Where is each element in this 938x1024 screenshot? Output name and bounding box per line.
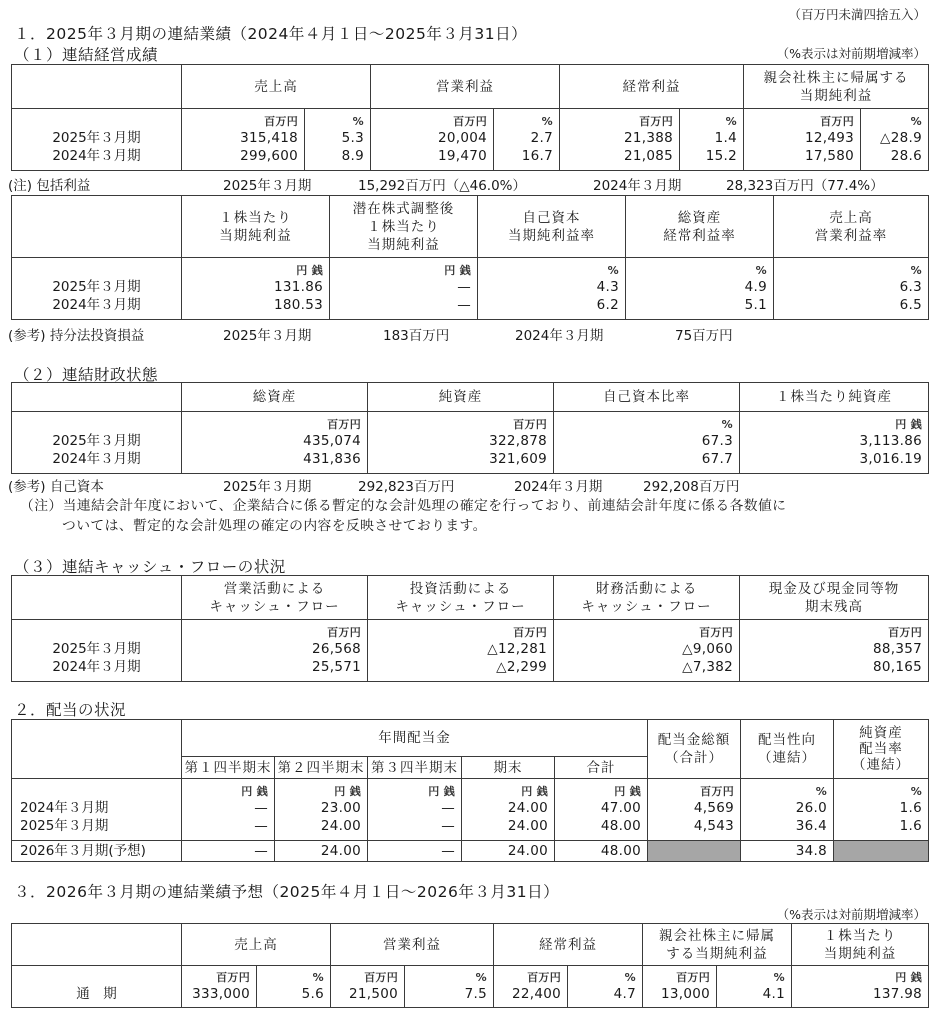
col-eps: １株当たり 当期純利益 — [182, 196, 330, 258]
section2-title: ２．配当の状況 — [14, 701, 127, 719]
corner-cell — [12, 383, 182, 412]
data-rows — [12, 109, 929, 171]
sales-pct-values: % 5.3 8.9 — [305, 109, 371, 171]
sales-values: 百万円 315,418 299,600 — [182, 109, 305, 171]
row-labels: 2025年３月期 2024年３月期 — [12, 620, 182, 682]
row-labels: 2024年３月期 2025年３月期 — [12, 779, 182, 841]
total-dividends-values: 百万円 4,569 4,543 — [648, 779, 741, 841]
col-net-income: 親会社株主に帰属 する当期純利益 — [643, 924, 792, 966]
col-operating-cf: 営業活動による キャッシュ・フロー — [182, 576, 368, 620]
equity-method-cur-period: 2025年３月期 — [223, 328, 312, 344]
col-eps: １株当たり 当期純利益 — [792, 924, 929, 966]
col-cash-end: 現金及び現金同等物 期末残高 — [740, 576, 929, 620]
restatement-note-line2: ついては、暫定的な会計処理の確定の内容を反映させております。 — [62, 518, 487, 534]
grayed-cell — [834, 841, 929, 862]
roe-values: % 4.3 6.2 — [478, 258, 626, 320]
equity-method-cur-value: 183百万円 — [383, 328, 450, 344]
equity-method-prev-value: 75百万円 — [675, 328, 733, 344]
equity-note-prev-value: 292,208百万円 — [643, 479, 740, 495]
col-diluted-eps: 潜在株式調整後 １株当たり 当期純利益 — [330, 196, 478, 258]
col-q1: 第１四半期末 — [182, 757, 275, 779]
comprehensive-cur-period: 2025年３月期 — [223, 178, 312, 194]
cash-flow-table — [11, 575, 929, 682]
per-share-ratios-table — [11, 195, 929, 320]
col-net-income: 親会社株主に帰属する 当期純利益 — [744, 65, 929, 109]
col-margin: 売上高 営業利益率 — [774, 196, 929, 258]
bps-values: 円 銭 3,113.86 3,016.19 — [740, 412, 929, 474]
annual-dividend-header: 年間配当金 — [182, 720, 648, 757]
investing-cf-values: 百万円 △12,281 △2,299 — [368, 620, 554, 682]
pct-note: （%表示は対前期増減率） — [776, 46, 926, 61]
annual-total-values: 円 銭 47.00 48.00 — [555, 779, 648, 841]
q2-values: 円 銭 23.00 24.00 — [275, 779, 368, 841]
forecast-row: 2026年３月期(予想) — 24.00 — 24.00 48.00 34.8 — [12, 841, 929, 862]
grayed-cell — [648, 841, 741, 862]
row-labels: 2025年３月期 2024年３月期 — [12, 258, 182, 320]
eps-values: 円 銭 131.86 180.53 — [182, 258, 330, 320]
ord-pct-values: % 1.4 15.2 — [680, 109, 744, 171]
q1-values: 円 銭 — — — [182, 779, 275, 841]
payout-values: % 26.0 36.4 — [741, 779, 834, 841]
financial-position-table — [11, 382, 929, 474]
row-label: 通 期 — [12, 966, 182, 1008]
forecast-table: 売上高 営業利益 経常利益 親会社株主に帰属 する当期純利益 １株当たり 当期純利益 通 期 百万円 333,000 % 5.6 百万円 21,500 % 7.5 百万円 22,400 % 4.7 百万円 13,000 % 4.1 円 銭 137.98 — [11, 923, 929, 1008]
equity-note-cur-value: 292,823百万円 — [358, 479, 455, 495]
net-pct-values: % △28.9 28.6 — [861, 109, 929, 171]
corner-cell — [12, 65, 182, 109]
net-values: 百万円 12,493 17,580 — [744, 109, 861, 171]
col-q2: 第２四半期末 — [275, 757, 368, 779]
col-bps: １株当たり純資産 — [740, 383, 929, 412]
comprehensive-income-label: (注) 包括利益 — [8, 178, 91, 194]
financing-cf-values: 百万円 △9,060 △7,382 — [554, 620, 740, 682]
col-operating-income: 営業利益 — [331, 924, 494, 966]
equity-note-prev-period: 2024年３月期 — [514, 479, 603, 495]
row-labels: 2025年３月期 2024年３月期 — [12, 412, 182, 474]
corner-cell — [12, 576, 182, 620]
total-assets-values: 百万円 435,074 431,836 — [182, 412, 368, 474]
corner-cell — [12, 924, 182, 966]
col-investing-cf: 投資活動による キャッシュ・フロー — [368, 576, 554, 620]
pct-note-forecast: （%表示は対前期増減率） — [776, 907, 926, 922]
col-sales: 売上高 — [182, 65, 371, 109]
cash-end-values: 百万円 88,357 80,165 — [740, 620, 929, 682]
corner-cell — [12, 196, 182, 258]
col-ordinary-income: 経常利益 — [494, 924, 643, 966]
col-total-dividends: 配当金総額 （合計） — [648, 720, 741, 779]
col-equity-ratio: 自己資本比率 — [554, 383, 740, 412]
col-roa: 総資産 経常利益率 — [626, 196, 774, 258]
section1-3-title: （３）連結キャッシュ・フローの状況 — [14, 558, 286, 576]
margin-values: % 6.3 6.5 — [774, 258, 929, 320]
op-values: 百万円 20,004 19,470 — [371, 109, 494, 171]
q3-values: 円 銭 — — — [368, 779, 462, 841]
section1-title: １．2025年３月期の連結業績（2024年４月１日～2025年３月31日） — [14, 25, 528, 43]
equity-note-cur-period: 2025年３月期 — [223, 479, 312, 495]
col-roe: 自己資本 当期純利益率 — [478, 196, 626, 258]
col-year-end: 期末 — [462, 757, 555, 779]
diluted-values: 円 銭 — — — [330, 258, 478, 320]
col-total-assets: 総資産 — [182, 383, 368, 412]
equity-method-prev-period: 2024年３月期 — [515, 328, 604, 344]
col-payout-ratio: 配当性向 （連結） — [741, 720, 834, 779]
col-sales: 売上高 — [182, 924, 331, 966]
comprehensive-cur-value: 15,292百万円（△46.0%） — [358, 178, 527, 194]
corner-cell — [12, 720, 182, 779]
col-doe: 純資産 配当率 （連結） — [834, 720, 929, 779]
col-financing-cf: 財務活動による キャッシュ・フロー — [554, 576, 740, 620]
col-annual-total: 合計 — [555, 757, 648, 779]
net-assets-values: 百万円 322,878 321,609 — [368, 412, 554, 474]
section1-2-title: （２）連結財政状態 — [14, 366, 159, 384]
section3-title: ３．2026年３月期の連結業績予想（2025年４月１日～2026年３月31日） — [14, 883, 560, 901]
col-q3: 第３四半期末 — [368, 757, 462, 779]
col-net-assets: 純資産 — [368, 383, 554, 412]
restatement-note-line1: （注）当連結会計年度において、企業結合に係る暫定的な会計処理の確定を行っており、前連結会計年度に係る各数値に — [20, 498, 787, 514]
row-labels: 2025年３月期 2024年３月期 — [12, 109, 182, 171]
comprehensive-prev-value: 28,323百万円（77.4%） — [726, 178, 884, 194]
section1-1-title: （１）連結経営成績 — [14, 46, 159, 64]
comprehensive-prev-period: 2024年３月期 — [593, 178, 682, 194]
dividends-table — [11, 719, 929, 862]
doe-values: % 1.6 1.6 — [834, 779, 929, 841]
equity-ratio-values: % 67.3 67.7 — [554, 412, 740, 474]
op-pct-values: % 2.7 16.7 — [494, 109, 560, 171]
operating-results-table — [11, 64, 929, 171]
roa-values: % 4.9 5.1 — [626, 258, 774, 320]
equity-note-label: (参考) 自己資本 — [8, 479, 104, 495]
rounding-note: （百万円未満四捨五入） — [788, 7, 926, 22]
year-end-values: 円 銭 24.00 24.00 — [462, 779, 555, 841]
equity-method-label: (参考) 持分法投資損益 — [8, 328, 145, 344]
operating-cf-values: 百万円 26,568 25,571 — [182, 620, 368, 682]
ord-values: 百万円 21,388 21,085 — [560, 109, 680, 171]
col-operating-income: 営業利益 — [371, 65, 560, 109]
col-ordinary-income: 経常利益 — [560, 65, 744, 109]
